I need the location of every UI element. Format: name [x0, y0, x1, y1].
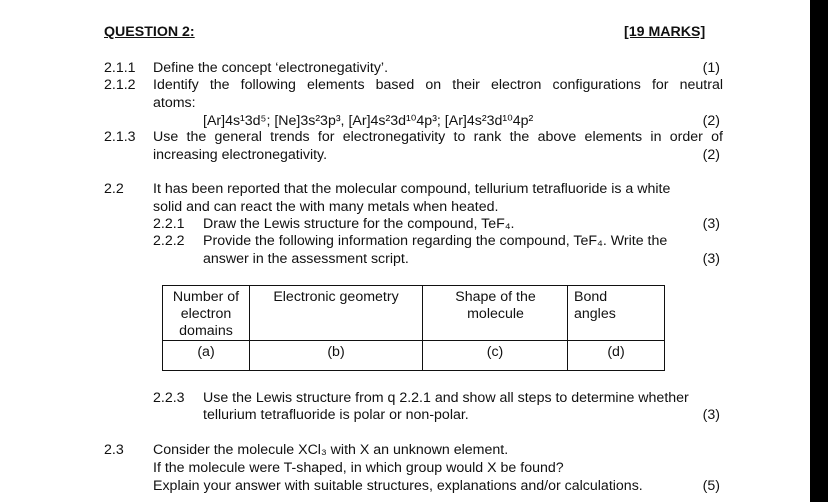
q212-number: 2.1.2	[104, 77, 136, 93]
q23-number: 2.3	[104, 442, 124, 458]
q222-number: 2.2.2	[153, 233, 185, 249]
table-cell-b: (b)	[327, 344, 345, 360]
q22-line1: It has been reported that the molecular compound, tellurium tetrafluoride is a white	[153, 181, 671, 197]
q23-line1: Consider the molecule XCl₃ with X an unknown element.	[153, 442, 509, 458]
q211-number: 2.1.1	[104, 60, 136, 76]
q211-marks: (1)	[702, 60, 720, 76]
q222-marks: (3)	[702, 251, 720, 267]
q212-line1: Identify the following elements based on their electron configurations for neutral	[153, 77, 723, 93]
q213-line1: Use the general trends for electronegativity to rank the above elements in order of	[153, 129, 723, 145]
q23-line2: If the molecule were T-shaped, in which group would X be found?	[153, 460, 564, 476]
q222-line2: answer in the assessment script.	[203, 251, 409, 267]
q212-marks: (2)	[702, 113, 720, 129]
table-header-electronic-geometry: Electronic geometry	[273, 289, 399, 305]
table-cell-a: (a)	[197, 344, 215, 360]
question-title: QUESTION 2:	[104, 24, 195, 40]
q211-text: Define the concept ‘electronegativity’.	[153, 60, 389, 76]
q22-line2: solid and can react the with many metals when heated.	[153, 199, 499, 215]
q23-line3: Explain your answer with suitable structures, explanations and/or calculations.	[153, 478, 643, 494]
q221-text: Draw the Lewis structure for the compound, TeF₄.	[203, 216, 515, 232]
q23-marks: (5)	[702, 478, 720, 494]
total-marks: [19 MARKS]	[624, 24, 706, 40]
q221-marks: (3)	[702, 216, 720, 232]
q223-line2: tellurium tetrafluoride is polar or non-polar.	[203, 407, 469, 423]
q212-line2: atoms:	[153, 95, 196, 111]
q213-marks: (2)	[702, 147, 720, 163]
info-table	[162, 285, 665, 371]
q223-line1: Use the Lewis structure from q 2.2.1 and show all steps to determine whether	[203, 390, 689, 406]
table-cell-d: (d)	[607, 344, 625, 360]
table-header-electron-domains: Number of electron domains	[172, 289, 240, 339]
q221-number: 2.2.1	[153, 216, 185, 232]
q213-line2: increasing electronegativity.	[153, 147, 328, 163]
q223-marks: (3)	[702, 407, 720, 423]
q222-line1: Provide the following information regarding the compound, TeF₄. Write the	[203, 233, 668, 249]
table-cell-c: (c)	[486, 344, 504, 360]
q213-number: 2.1.3	[104, 129, 136, 145]
q212-configurations: [Ar]4s¹3d⁵; [Ne]3s²3p³, [Ar]4s²3d¹⁰4p³; [Ar]4s²3d¹⁰4p²	[203, 113, 534, 129]
table-header-shape: Shape of the molecule	[455, 289, 536, 322]
q223-number: 2.2.3	[153, 390, 185, 406]
q22-number: 2.2	[104, 181, 124, 197]
table-header-bond-angles: Bond angles	[574, 289, 616, 322]
